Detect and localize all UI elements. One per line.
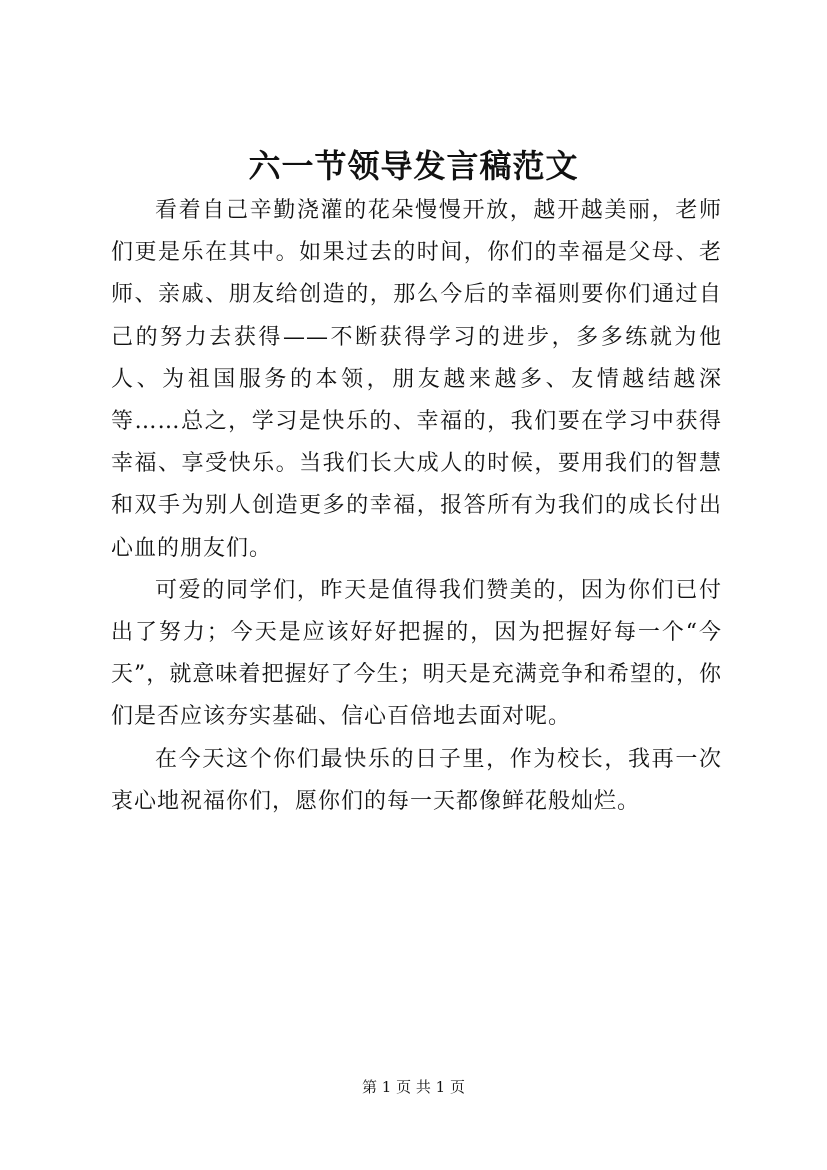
document-body	[111, 190, 722, 823]
paragraph-1: 看着自己辛勤浇灌的花朵慢慢开放，越开越美丽，老师们更是乐在其中。如果过去的时间，你们的幸福是父母、老师、亲戚、朋友给创造的，那么今后的幸福则要你们通过自己的努力去获得——不断获得学习的进步，多多练就为他人、为祖国服务的本领，朋友越来越多、友情越结越深等……总之，学习是快乐的、幸福的，我们要在学习中获得幸福、享受快乐。当我们长大成人的时候，要用我们的智慧和双手为别人创造更多的幸福，报答所有为我们的成长付出心血的朋友们。	[111, 198, 722, 561]
paragraph-2: 可爱的同学们，昨天是值得我们赞美的，因为你们已付出了努力；今天是应该好好把握的，因为把握好每一个“今天”，就意味着把握好了今生；明天是充满竞争和希望的，你们是否应该夯实基础、信心百倍地去面对呢。	[111, 577, 722, 730]
paragraph-3: 在今天这个你们最快乐的日子里，作为校长，我再一次衷心地祝福你们，愿你们的每一天都像鲜花般灿烂。	[111, 746, 722, 814]
document-title: 六一节领导发言稿范文	[248, 147, 579, 185]
page-number-label: 第 1 页 共 1 页	[362, 1078, 465, 1096]
page-footer	[0, 1076, 827, 1098]
